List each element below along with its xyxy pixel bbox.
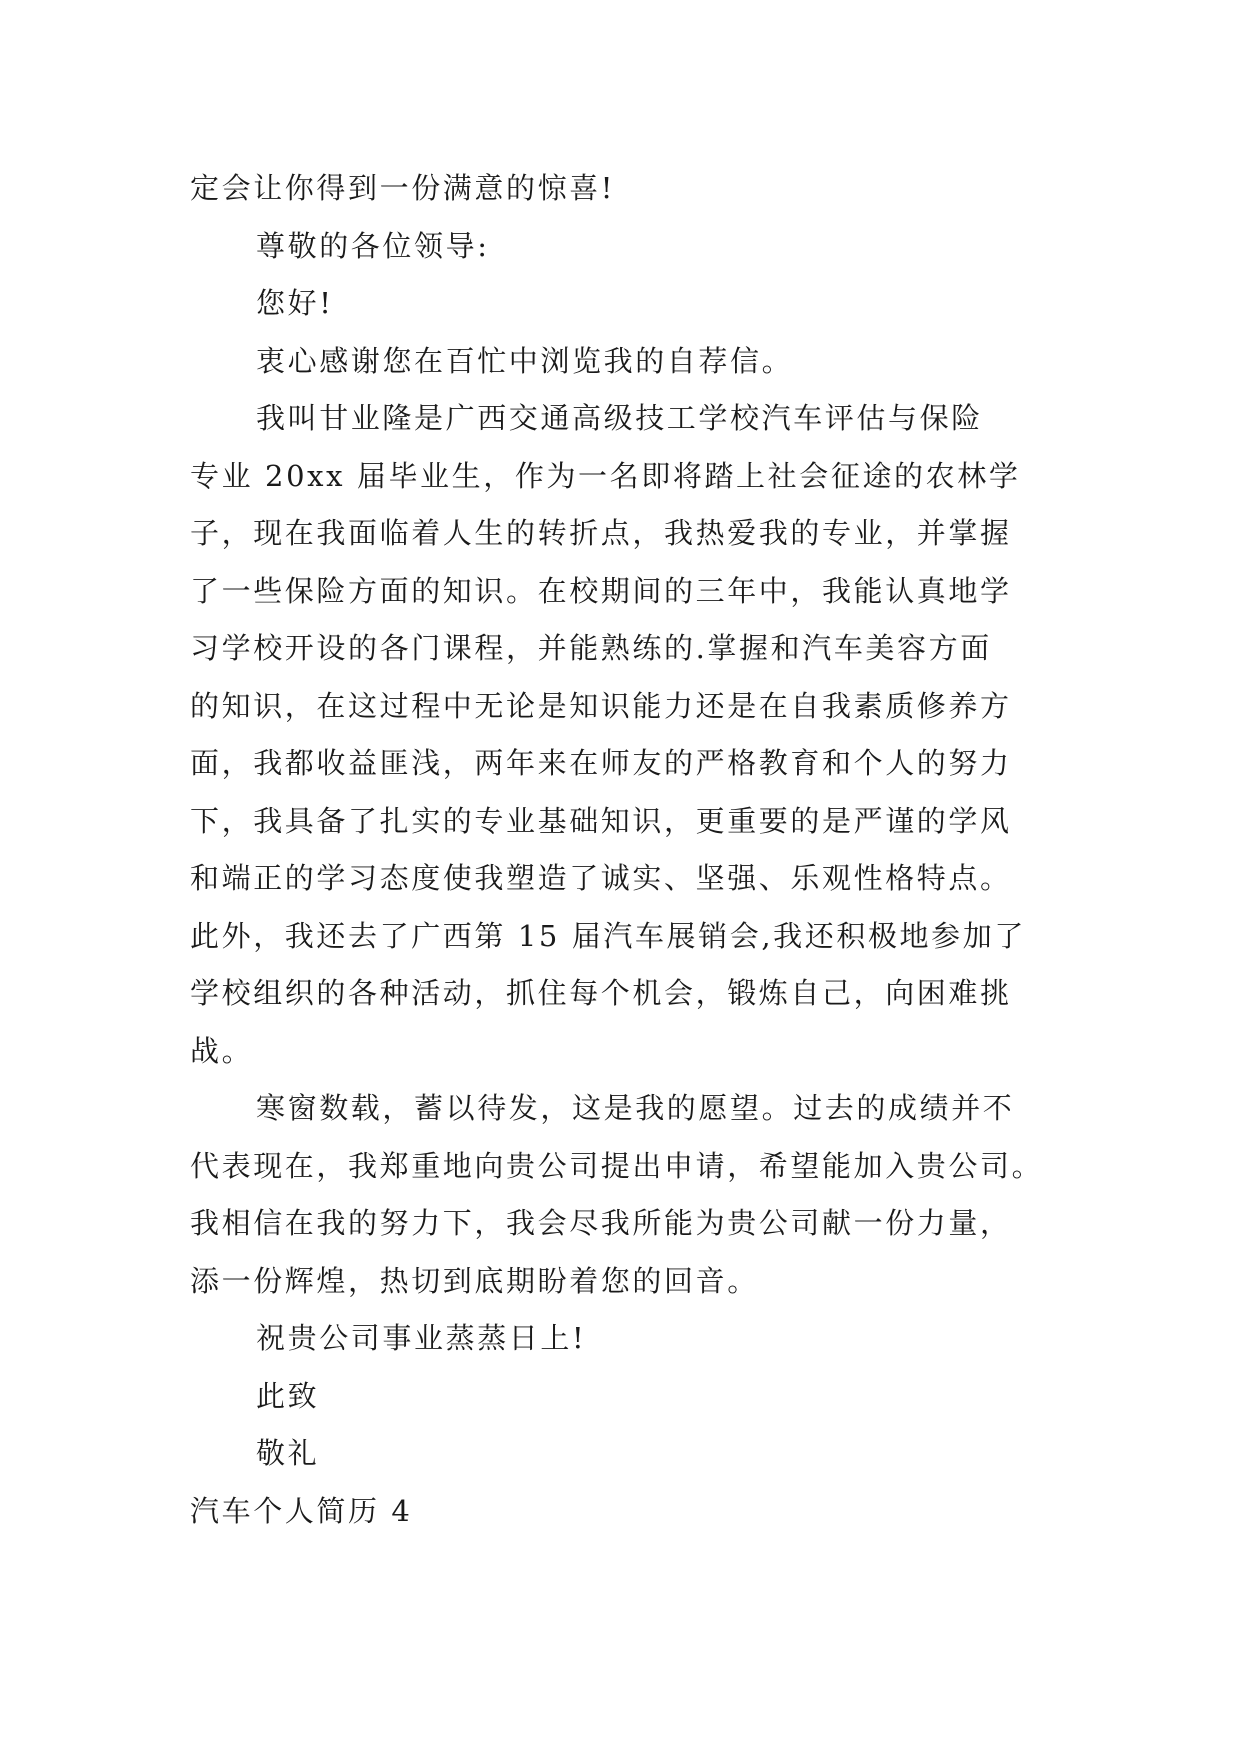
- salutation: 尊敬的各位领导:: [256, 228, 490, 263]
- text-line-9: 习学校开设的各门课程，并能熟练的.掌握和汽车美容方面: [190, 631, 992, 665]
- letter-body: [190, 160, 1060, 1540]
- text-line-4: 衷心感谢您在百忙中浏览我的自荐信。: [256, 343, 794, 378]
- text-line-20: 添一份辉煌，热切到底期盼着您的回音。: [190, 1263, 759, 1298]
- text-line-16: 战。: [190, 1033, 254, 1068]
- text-line-13: 和端正的学习态度使我塑造了诚实、坚强、乐观性格特点。: [190, 861, 1012, 895]
- text-line-11: 面，我都收益匪浅，两年来在师友的严格教育和个人的努力: [190, 746, 1012, 780]
- closing-cizhi: 此致: [256, 1378, 320, 1413]
- text-line-7: 子，现在我面临着人生的转折点，我热爱我的专业，并掌握: [190, 516, 1012, 550]
- closing-wish: 祝贵公司事业蒸蒸日上!: [256, 1321, 587, 1355]
- text-line-8: 了一些保险方面的知识。在校期间的三年中，我能认真地学: [190, 573, 1012, 608]
- closing-jingli: 敬礼: [256, 1436, 320, 1470]
- text-line-18: 代表现在，我郑重地向贵公司提出申请，希望能加入贵公司。: [190, 1148, 1044, 1183]
- text-line-5: 我叫甘业隆是广西交通高级技工学校汽车评估与保险: [256, 401, 983, 435]
- text-line-12: 下，我具备了扎实的专业基础知识，更重要的是严谨的学风: [190, 803, 1012, 838]
- text-line-14: 此外，我还去了广西第 15 届汽车展销会,我还积极地参加了: [190, 918, 1026, 953]
- text-line-19: 我相信在我的努力下，我会尽我所能为贵公司献一份力量，: [190, 1206, 1012, 1240]
- text-line-17: 寒窗数载，蓄以待发，这是我的愿望。过去的成绩并不: [256, 1091, 1015, 1125]
- text-line-1: 定会让你得到一份满意的惊喜!: [190, 171, 616, 205]
- text-line-10: 的知识，在这过程中无论是知识能力还是在自我素质修养方: [190, 688, 1012, 723]
- section-heading: 汽车个人简历 4: [190, 1493, 413, 1528]
- greeting: 您好!: [256, 286, 334, 320]
- text-line-15: 学校组织的各种活动，抓住每个机会，锻炼自己，向困难挑: [190, 976, 1012, 1010]
- text-line-6: 专业 20xx 届毕业生，作为一名即将踏上社会征途的农林学: [190, 458, 1021, 493]
